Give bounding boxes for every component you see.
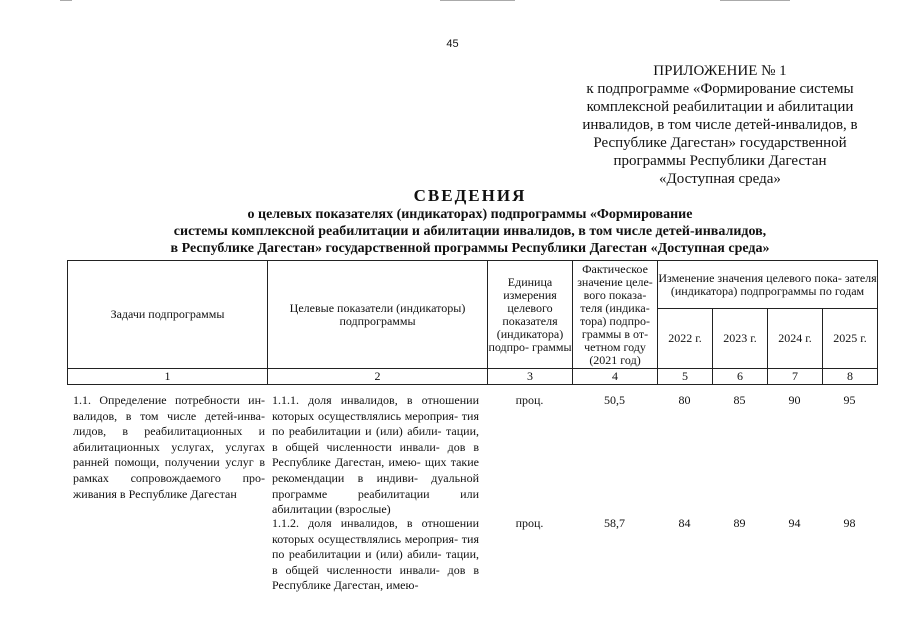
column-number: 5 [658, 369, 713, 385]
indicators-table [67, 260, 878, 385]
year-value: 94 [788, 516, 801, 530]
appendix-line: программы Республики Дагестан [613, 153, 827, 169]
year-value: 85 [733, 393, 746, 407]
heading-line: системы комплексной реабилитации и абилитации инвалидов, в том числе детей-инвалидов, [173, 224, 767, 239]
column-number: 2 [268, 369, 488, 385]
column-number: 8 [823, 369, 878, 385]
heading-title: СВЕДЕНИЯ [413, 186, 527, 205]
year-value: 89 [733, 516, 746, 530]
document-heading [60, 186, 880, 257]
unit-value: проц. [515, 393, 544, 407]
year-value: 80 [678, 393, 691, 407]
column-number: 6 [713, 369, 768, 385]
indicator-text: 1.1.1. доля инвалидов, в отношении которых осуществлялись мероприя- тия по реабилитации и (или) абили- тации, в общей численности инвали- дов в Республике Дагестан, имею- щих такие рекомендации в индиви- дуальной программе реабилитации или абилитации (взрослые) [272, 393, 479, 517]
header-change: Изменение значения целевого пока- зателя (индикатора) подпрограммы по годам [658, 261, 878, 309]
header-year: 2025 г. [823, 309, 878, 369]
scan-artifact-line [440, 0, 515, 1]
header-indicators: Целевые показатели (индикаторы) подпрограммы [268, 261, 488, 369]
appendix-title: ПРИЛОЖЕНИЕ № 1 [653, 63, 787, 79]
heading-line: в Республике Дагестан» государственной программы Республики Дагестан «Доступная среда» [170, 241, 770, 256]
actual-value: 58,7 [604, 516, 625, 530]
column-number: 3 [488, 369, 573, 385]
column-number: 1 [68, 369, 268, 385]
heading-line: о целевых показателях (индикаторах) подпрограммы «Формирование [247, 207, 693, 222]
column-number: 7 [768, 369, 823, 385]
header-year: 2022 г. [658, 309, 713, 369]
actual-value: 50,5 [604, 393, 625, 407]
header-year: 2024 г. [768, 309, 823, 369]
appendix-line: инвалидов, в том числе детей-инвалидов, в [582, 117, 858, 133]
appendix-block [560, 62, 880, 188]
scan-artifact-line [60, 0, 72, 1]
year-value: 84 [678, 516, 691, 530]
header-unit: Единица измерения целевого показателя (индикатора) подпро- граммы [488, 261, 573, 369]
indicator-text: 1.1.2. доля инвалидов, в отношении которых осуществлялись мероприя- тия по реабилитации и (или) абили- тации, в общей численности инвали- дов в Республике Дагестан, имею- [272, 516, 479, 593]
column-number: 4 [573, 369, 658, 385]
task-text: 1.1. Определение потребности ин- валидов, в том числе детей-инва- лидов, в реабилитационных и абилитационных услугах, услугах ранней помощи, получении услуг в рамках сопровождаемого про- живания в Республике Дагестан [73, 393, 265, 501]
year-value: 90 [788, 393, 801, 407]
appendix-line: комплексной реабилитации и абилитации [586, 99, 854, 115]
year-value: 98 [843, 516, 856, 530]
year-value: 95 [843, 393, 856, 407]
appendix-line: «Доступная среда» [659, 171, 781, 187]
header-actual: Фактическое значение целе- вого показа- теля (индика- тора) подпро- граммы в от- четном году (2021 год) [573, 261, 658, 369]
page-number: 45 [446, 38, 459, 50]
appendix-line: к подпрограмме «Формирование системы [586, 81, 854, 97]
unit-value: проц. [515, 516, 544, 530]
header-year: 2023 г. [713, 309, 768, 369]
scan-artifact-line [720, 0, 790, 1]
header-tasks: Задачи подпрограммы [68, 261, 268, 369]
appendix-line: Республике Дагестан» государственной [593, 135, 847, 151]
